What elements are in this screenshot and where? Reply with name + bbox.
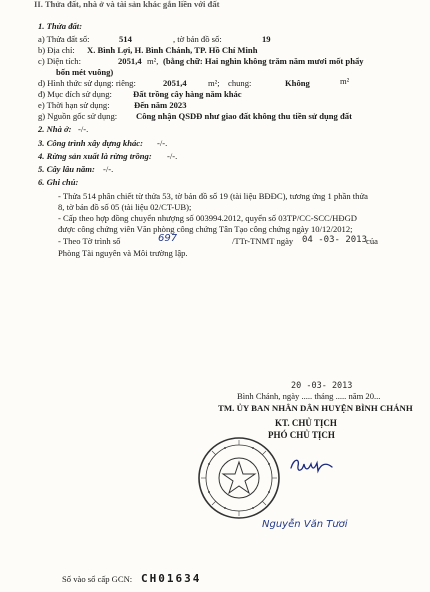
s1-a-map-label: , tờ bản đồ số: (173, 34, 222, 44)
s1-d-chung-label: chung: (228, 78, 252, 88)
s6-note3-date: 04 -03- 2013 (302, 235, 368, 245)
s1-d-chung: Không (285, 78, 310, 88)
s1-g-value: Công nhận QSDĐ như giao đất không thu tiền sử dụng đất (136, 111, 352, 121)
s1-d-unit: m²; (208, 78, 220, 88)
signature-role-2: PHÓ CHỦ TỊCH (268, 430, 335, 440)
signature-org: TM. ỦY BAN NHÂN DÂN HUYỆN BÌNH CHÁNH (218, 403, 413, 413)
s1-b-value: X. Bình Lợi, H. Bình Chánh, TP. Hồ Chí Minh (87, 45, 258, 55)
s1-f-label: e) Thời hạn sử dụng: (38, 100, 110, 110)
s6-note3-suffix: của (366, 236, 378, 246)
s6-note3-prefix: - Theo Tờ trình số (58, 236, 121, 246)
s1-c-unit: m², (147, 56, 159, 66)
s6-note2-line1: - Cấp theo hợp đồng chuyển nhượng số 003994.2012, quyển số 03TP/CC-SCC/HĐGD (58, 213, 358, 223)
s1-c-words-1: (bằng chữ: Hai nghìn không trăm năm mươi mốt phẩy (163, 56, 364, 66)
s4-value: -/-. (167, 151, 178, 161)
footer-certificate-number: CH01634 (141, 572, 202, 585)
s3-value: -/-. (157, 138, 168, 148)
s1-e-label: đ) Mục đích sử dụng: (38, 89, 112, 99)
footer-label: Số vào sổ cấp GCN: (62, 574, 133, 584)
official-seal-icon (195, 434, 283, 522)
signer-name: Nguyễn Văn Tươi (262, 519, 348, 530)
s6-title: 6. Ghi chú: (38, 177, 79, 187)
s1-d-chung-unit: m² (340, 76, 350, 86)
s6-note2-line2: được công chứng viên Văn phòng công chứng Tân Tạo công chứng ngày 10/12/2012; (58, 224, 353, 234)
s1-c-value: 2051,4 (118, 56, 142, 66)
handwritten-signature-icon (288, 454, 336, 476)
s1-d-rieng: 2051,4 (163, 78, 187, 88)
s1-g-label: g) Nguồn gốc sử dụng: (38, 111, 118, 121)
s5-value: -/-. (103, 164, 114, 174)
s6-note3-number: 697 (158, 233, 178, 244)
s6-note1-line2: 8, tờ bản đồ số 05 (tài liệu 02/CT-UB); (58, 202, 192, 212)
s1-c-words-2: bốn mét vuông) (56, 67, 114, 77)
s5-title: 5. Cây lâu năm: (38, 164, 95, 174)
s6-note3-mid: /TTr-TNMT ngày (232, 236, 294, 246)
signature-role-1: KT. CHỦ TỊCH (275, 418, 337, 428)
s4-title: 4. Rừng sản xuất là rừng trồng: (38, 151, 152, 161)
s1-c-label: c) Diện tích: (38, 56, 81, 66)
s1-b-label: b) Địa chỉ: (38, 45, 75, 55)
s1-d-label: d) Hình thức sử dụng: riêng: (38, 78, 136, 88)
s1-f-value: Đến năm 2023 (134, 100, 187, 110)
s6-note1-line1: - Thửa 514 phân chiết từ thửa 53, tờ bản đồ số 19 (tài liệu BĐĐC), tương ứng 1 phần thửa (58, 191, 368, 201)
signature-place-line: Bình Chánh, ngày ..... tháng ..... năm 20... (237, 391, 381, 401)
s1-a-map-value: 19 (262, 34, 271, 44)
s2-value: -/-. (78, 124, 89, 134)
s1-a-label: a) Thửa đất số: (38, 34, 90, 44)
s1-a-value: 514 (119, 34, 132, 44)
s3-title: 3. Công trình xây dựng khác: (38, 138, 143, 148)
s2-title: 2. Nhà ở: (38, 124, 72, 134)
signature-date-stamp: 20 -03- 2013 (291, 381, 353, 391)
s6-note3-line2: Phòng Tài nguyên và Môi trường lập. (58, 248, 188, 258)
s1-e-value: Đất trồng cây hàng năm khác (133, 89, 242, 99)
s1-title: 1. Thửa đất: (38, 21, 83, 31)
section-ii-heading: II. Thửa đất, nhà ở và tài sản khác gắn liền với đất (34, 0, 220, 9)
